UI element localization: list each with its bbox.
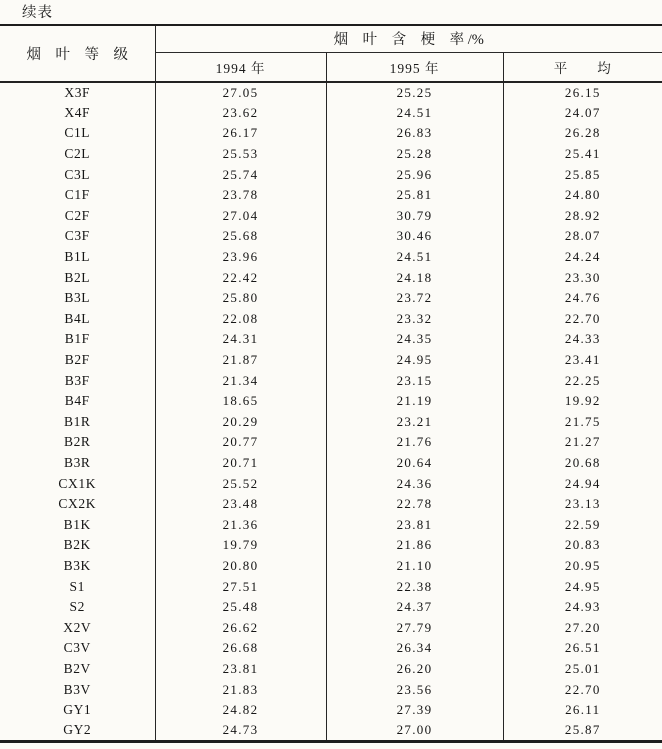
grade-cell: C3F — [0, 226, 155, 247]
grade-cell: CX1K — [0, 473, 155, 494]
value-1995-cell: 24.18 — [326, 267, 503, 288]
value-1995-cell: 23.72 — [326, 288, 503, 309]
value-1994-cell: 23.78 — [155, 185, 326, 206]
table-row — [0, 473, 662, 494]
grade-cell: B3F — [0, 370, 155, 391]
grade-cell: CX2K — [0, 494, 155, 515]
value-average-cell: 28.07 — [564, 228, 601, 244]
value-1994-cell: 20.71 — [155, 453, 326, 474]
value-1995-cell: 26.34 — [326, 638, 503, 659]
value-average-cell: 24.80 — [564, 187, 601, 203]
value-1994-cell: 26.17 — [155, 123, 326, 144]
value-1995-cell: 23.15 — [326, 370, 503, 391]
value-1995-cell: 21.86 — [326, 535, 503, 556]
stem-content-table — [0, 24, 662, 743]
value-1994-cell: 19.79 — [155, 535, 326, 556]
value-1995-cell: 26.20 — [326, 659, 503, 680]
column-header-1995: 1995 年 — [326, 52, 503, 82]
grade-cell: C3L — [0, 164, 155, 185]
value-1994-cell: 25.52 — [155, 473, 326, 494]
table-row — [0, 659, 662, 680]
value-average-cell: 20.83 — [564, 537, 601, 553]
grade-cell: C2L — [0, 144, 155, 165]
table-row — [0, 329, 662, 350]
value-1995-cell: 26.83 — [326, 123, 503, 144]
value-1994-cell: 20.29 — [155, 412, 326, 433]
table-row — [0, 617, 662, 638]
value-average-cell: 28.92 — [564, 207, 601, 223]
value-1995-cell: 24.35 — [326, 329, 503, 350]
value-average-cell: 27.20 — [564, 619, 601, 635]
grade-cell: GY1 — [0, 700, 155, 721]
value-1994-cell: 23.81 — [155, 659, 326, 680]
grade-cell: B4L — [0, 309, 155, 330]
value-1994-cell: 20.80 — [155, 556, 326, 577]
value-1994-cell: 26.62 — [155, 617, 326, 638]
value-1994-cell: 21.83 — [155, 679, 326, 700]
grade-cell: S2 — [0, 597, 155, 618]
value-1995-cell: 27.79 — [326, 617, 503, 638]
value-average-cell: 26.15 — [564, 84, 601, 100]
value-1994-cell: 23.48 — [155, 494, 326, 515]
table-row — [0, 535, 662, 556]
table-row — [0, 514, 662, 535]
grade-cell: B1L — [0, 247, 155, 268]
column-header-1994: 1994 年 — [155, 52, 326, 82]
value-1994-cell: 25.74 — [155, 164, 326, 185]
value-average-cell: 26.28 — [564, 125, 601, 141]
grade-cell: X4F — [0, 103, 155, 124]
value-1994-cell: 24.31 — [155, 329, 326, 350]
value-average-cell: 20.95 — [564, 557, 601, 573]
table-header — [0, 25, 662, 82]
table-row — [0, 556, 662, 577]
value-average-cell: 23.41 — [564, 352, 601, 368]
value-1995-cell: 22.38 — [326, 576, 503, 597]
value-1994-cell: 24.73 — [155, 720, 326, 741]
value-1994-cell: 21.34 — [155, 370, 326, 391]
column-header-average: 平 均 — [503, 52, 662, 82]
value-average-cell: 24.94 — [564, 475, 601, 491]
column-header-grade: 烟 叶 等 级 — [0, 25, 155, 82]
value-average-cell: 23.30 — [564, 269, 601, 285]
value-1995-cell: 20.64 — [326, 453, 503, 474]
value-1995-cell: 25.96 — [326, 164, 503, 185]
value-1995-cell: 23.81 — [326, 514, 503, 535]
value-average-cell: 22.70 — [564, 310, 601, 326]
grade-cell: B3K — [0, 556, 155, 577]
table-row — [0, 82, 662, 103]
value-average-cell: 22.59 — [564, 516, 601, 532]
grade-cell: C3V — [0, 638, 155, 659]
value-1994-cell: 21.36 — [155, 514, 326, 535]
table-row — [0, 679, 662, 700]
value-1995-cell: 27.39 — [326, 700, 503, 721]
value-average-cell: 23.13 — [564, 496, 601, 512]
grade-cell: B2K — [0, 535, 155, 556]
table-row — [0, 370, 662, 391]
grade-cell: B1F — [0, 329, 155, 350]
value-1995-cell: 21.76 — [326, 432, 503, 453]
grade-cell: GY2 — [0, 720, 155, 741]
grade-cell: C1F — [0, 185, 155, 206]
column-header-stem-rate: 烟 叶 含 梗 率 /% — [155, 25, 662, 52]
grade-cell: B1R — [0, 412, 155, 433]
table-row — [0, 494, 662, 515]
table-row — [0, 432, 662, 453]
value-1994-cell: 27.51 — [155, 576, 326, 597]
value-1994-cell: 21.87 — [155, 350, 326, 371]
value-1994-cell: 23.62 — [155, 103, 326, 124]
value-average-cell: 24.93 — [564, 599, 601, 615]
value-1994-cell: 27.05 — [155, 82, 326, 103]
value-average-cell: 22.70 — [564, 681, 601, 697]
value-1995-cell: 30.46 — [326, 226, 503, 247]
table-row — [0, 453, 662, 474]
value-average-cell: 25.87 — [564, 721, 601, 737]
grade-cell: B2F — [0, 350, 155, 371]
value-1994-cell: 27.04 — [155, 206, 326, 227]
grade-cell: C1L — [0, 123, 155, 144]
grade-cell: B4F — [0, 391, 155, 412]
value-1994-cell: 18.65 — [155, 391, 326, 412]
grade-cell: B3V — [0, 679, 155, 700]
table-row — [0, 700, 662, 721]
table-row — [0, 164, 662, 185]
grade-cell: S1 — [0, 576, 155, 597]
value-average-cell: 24.95 — [564, 578, 601, 594]
value-1995-cell: 24.95 — [326, 350, 503, 371]
value-average-cell: 21.27 — [564, 434, 601, 450]
value-average-cell: 20.68 — [564, 454, 601, 470]
value-1994-cell: 23.96 — [155, 247, 326, 268]
value-1995-cell: 21.19 — [326, 391, 503, 412]
value-1995-cell: 24.36 — [326, 473, 503, 494]
value-1995-cell: 23.21 — [326, 412, 503, 433]
value-1994-cell: 20.77 — [155, 432, 326, 453]
value-1994-cell: 25.80 — [155, 288, 326, 309]
value-1995-cell: 27.00 — [326, 720, 503, 741]
value-average-cell: 24.07 — [564, 104, 601, 120]
value-average-cell: 24.24 — [564, 249, 601, 265]
grade-cell: B3L — [0, 288, 155, 309]
value-1995-cell: 25.25 — [326, 82, 503, 103]
table-row — [0, 597, 662, 618]
table-row — [0, 638, 662, 659]
value-1994-cell: 22.42 — [155, 267, 326, 288]
value-average-cell: 24.76 — [564, 290, 601, 306]
table-row — [0, 123, 662, 144]
table-row — [0, 350, 662, 371]
value-1994-cell: 24.82 — [155, 700, 326, 721]
value-1994-cell: 25.48 — [155, 597, 326, 618]
grade-cell: B2L — [0, 267, 155, 288]
table-row — [0, 185, 662, 206]
value-1995-cell: 24.51 — [326, 247, 503, 268]
grade-cell: C2F — [0, 206, 155, 227]
value-1994-cell: 25.68 — [155, 226, 326, 247]
value-average-cell: 21.75 — [564, 413, 601, 429]
table-row — [0, 267, 662, 288]
continued-table-label: 续表 — [22, 5, 53, 21]
value-1995-cell: 24.37 — [326, 597, 503, 618]
table-row — [0, 412, 662, 433]
table-row — [0, 309, 662, 330]
value-average-cell: 26.11 — [565, 702, 601, 718]
table-row — [0, 288, 662, 309]
grade-cell: B2R — [0, 432, 155, 453]
value-average-cell: 25.41 — [564, 146, 601, 162]
header-row-group — [0, 25, 662, 52]
value-average-cell: 26.51 — [564, 640, 601, 656]
value-1995-cell: 22.78 — [326, 494, 503, 515]
value-1995-cell: 30.79 — [326, 206, 503, 227]
value-1995-cell: 23.32 — [326, 309, 503, 330]
table-row — [0, 103, 662, 124]
table-row — [0, 576, 662, 597]
grade-cell: B2V — [0, 659, 155, 680]
table-row — [0, 206, 662, 227]
value-1995-cell: 25.28 — [326, 144, 503, 165]
grade-cell: B3R — [0, 453, 155, 474]
table-body — [0, 82, 662, 741]
table-row — [0, 720, 662, 741]
grade-cell: X2V — [0, 617, 155, 638]
value-1994-cell: 25.53 — [155, 144, 326, 165]
table-row — [0, 144, 662, 165]
value-average-cell: 19.92 — [564, 393, 601, 409]
value-1995-cell: 24.51 — [326, 103, 503, 124]
grade-cell: B1K — [0, 514, 155, 535]
value-1995-cell: 23.56 — [326, 679, 503, 700]
table-row — [0, 226, 662, 247]
value-average-cell: 22.25 — [564, 372, 601, 388]
grade-cell: X3F — [0, 82, 155, 103]
value-1994-cell: 26.68 — [155, 638, 326, 659]
value-1995-cell: 25.81 — [326, 185, 503, 206]
value-average-cell: 25.01 — [564, 660, 601, 676]
value-average-cell: 24.33 — [564, 331, 601, 347]
value-1994-cell: 22.08 — [155, 309, 326, 330]
value-1995-cell: 21.10 — [326, 556, 503, 577]
table-row — [0, 247, 662, 268]
table-row — [0, 391, 662, 412]
value-average-cell: 25.85 — [564, 166, 601, 182]
